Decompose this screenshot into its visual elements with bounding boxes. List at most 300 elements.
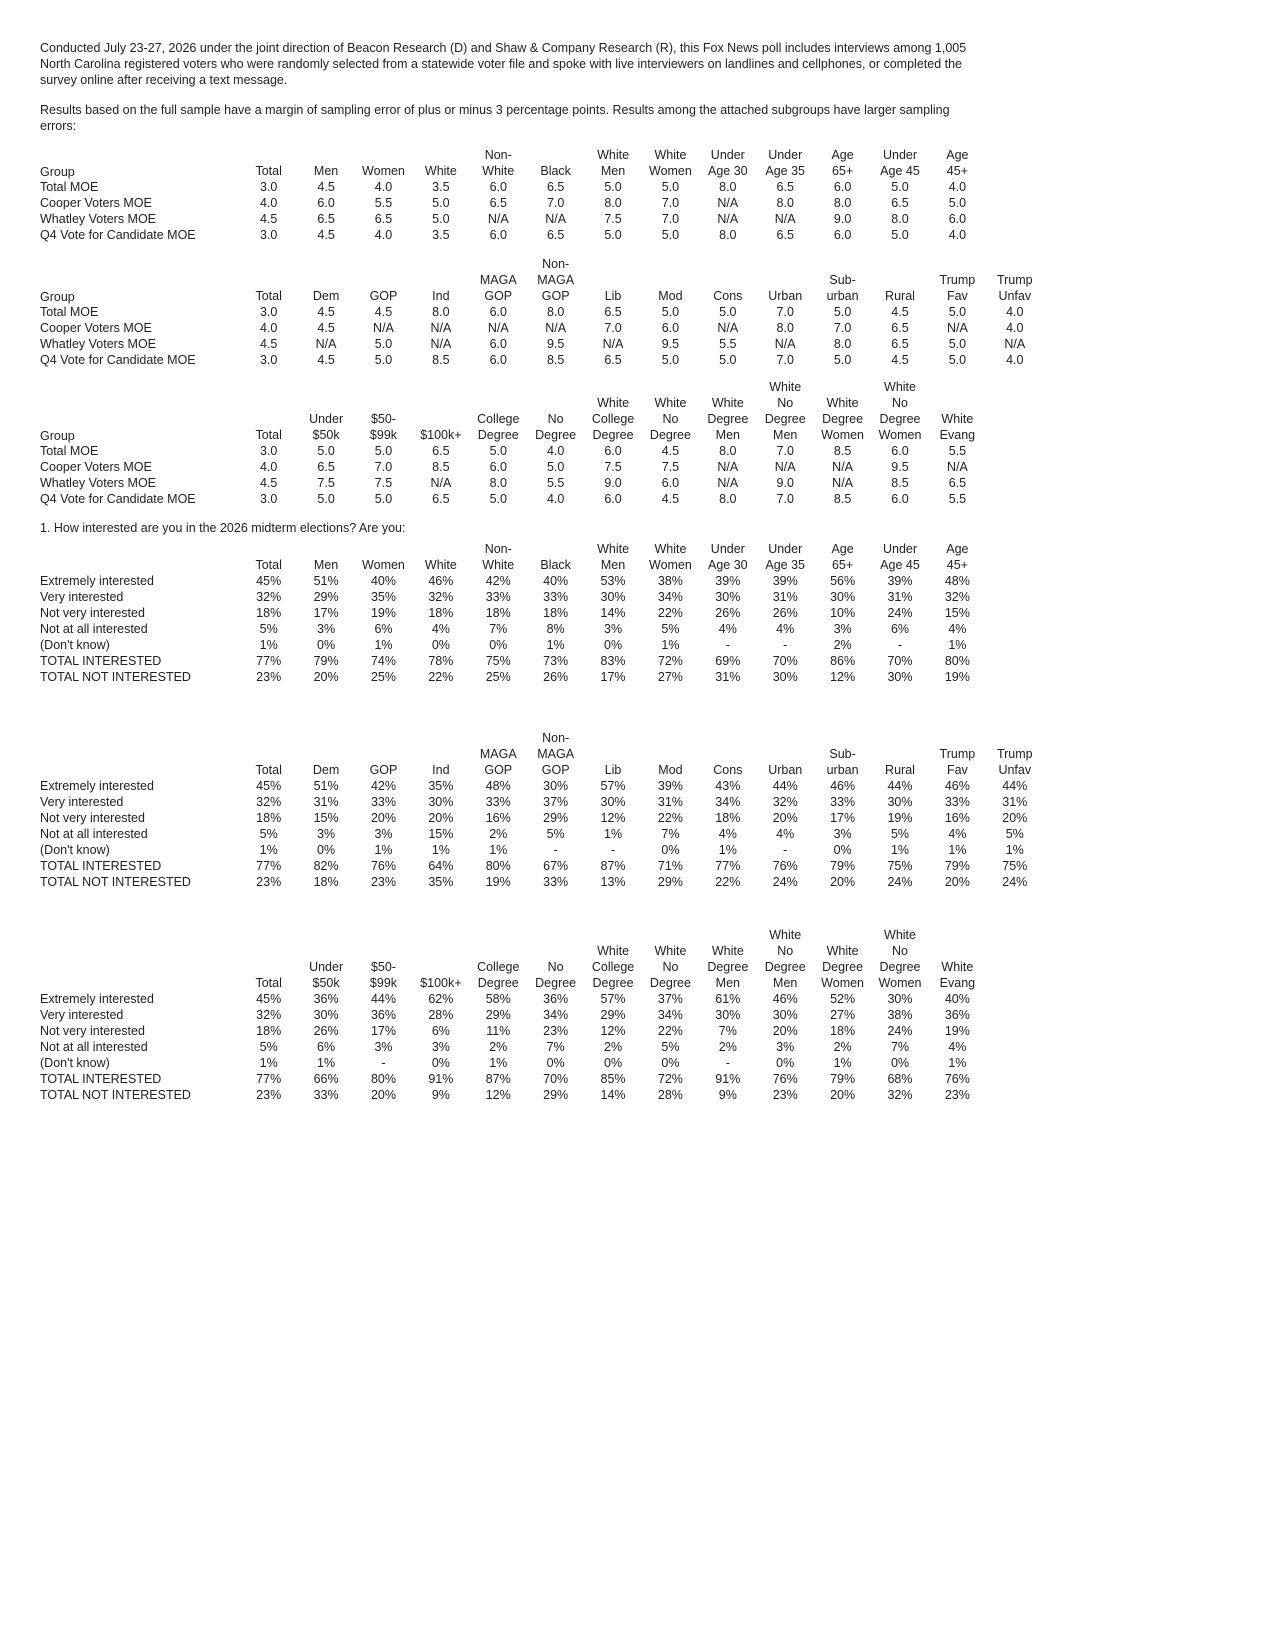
table-cell: - — [381, 1056, 386, 1070]
table-cell: 14% — [600, 606, 626, 620]
table-cell: 77% — [256, 859, 282, 873]
column-header — [699, 395, 756, 443]
column-header-line: $50- — [370, 960, 396, 974]
table-cell: 0% — [833, 843, 852, 857]
column-header-line: Degree — [477, 428, 519, 442]
column-header-line: $50k — [312, 976, 340, 990]
table-cell: N/A — [545, 321, 567, 335]
table-cell: 4.0 — [1006, 321, 1024, 335]
column-header-line: Degree — [477, 976, 519, 990]
column-header — [355, 411, 412, 443]
column-header-line: White — [941, 960, 974, 974]
column-header-line: Men — [600, 164, 626, 178]
table-cell: 76% — [370, 859, 396, 873]
row-label: Cooper Voters MOE — [40, 196, 152, 210]
column-header-line: College — [477, 412, 520, 426]
column-header-line: 45+ — [946, 164, 968, 178]
column-header-line: Total — [255, 558, 282, 572]
column-header-line: College — [591, 960, 635, 974]
table-cell: 6.0 — [489, 305, 507, 319]
column-header-line: Women — [821, 976, 865, 990]
table-cell: 4% — [948, 827, 967, 841]
column-header-line: White — [654, 148, 687, 162]
column-header-line: White — [482, 558, 515, 572]
column-header-line: Total — [255, 428, 282, 442]
column-header-line: Degree — [535, 428, 577, 442]
column-header — [871, 288, 928, 304]
table-cell: 30% — [313, 1008, 339, 1022]
margin-of-error-text: Results based on the full sample have a margin of sampling error of plus or minus 3 percentage points. Results among the attached subgroups have larger sampling errors: — [40, 103, 950, 133]
table-cell: 1% — [833, 1056, 852, 1070]
table-cell: 45% — [256, 779, 282, 793]
column-header — [814, 147, 871, 179]
table-cell: 5.0 — [317, 444, 335, 458]
table-cell: 12% — [600, 1024, 626, 1038]
table-cell: 23% — [256, 670, 282, 684]
table-cell: 5.0 — [489, 492, 507, 506]
table-cell: 6.5 — [604, 353, 622, 367]
row-label: Total MOE — [40, 444, 99, 458]
table-cell: 5.0 — [719, 305, 737, 319]
table-cell: 6% — [374, 622, 393, 636]
column-header-line: Degree — [649, 976, 691, 990]
column-header — [355, 959, 412, 991]
column-header-line: No — [662, 412, 679, 426]
column-header — [240, 975, 297, 991]
column-header — [814, 541, 871, 573]
table-cell: 32% — [887, 1088, 913, 1102]
table-cell: 6.5 — [776, 228, 794, 242]
table-cell: 72% — [657, 1072, 683, 1086]
table-cell: 6.0 — [948, 212, 967, 226]
group-header-label: Group — [40, 290, 75, 304]
table-cell: 1% — [661, 638, 680, 652]
table-cell: 1% — [489, 843, 508, 857]
table-cell: 5.0 — [661, 305, 680, 319]
table-cell: 23% — [543, 1024, 569, 1038]
table-cell: 4.0 — [374, 228, 393, 242]
table-cell: 80% — [370, 1072, 396, 1086]
column-header — [355, 557, 412, 573]
table-row — [40, 778, 1043, 794]
table-cell: 6.0 — [661, 476, 680, 490]
column-header-line: White — [482, 164, 515, 178]
table-cell: 5% — [546, 827, 565, 841]
table-cell: 5% — [1005, 827, 1024, 841]
table-cell: 91% — [715, 1072, 741, 1086]
table-cell: 15% — [944, 606, 970, 620]
table-cell: 42% — [485, 574, 511, 588]
table-cell: 15% — [313, 811, 339, 825]
table-cell: 44% — [887, 779, 913, 793]
table-cell: 5.0 — [546, 460, 565, 474]
table-cell: 15% — [428, 827, 454, 841]
table-cell: 3% — [374, 827, 393, 841]
table-cell: 20% — [428, 811, 454, 825]
column-header-line: Degree — [764, 412, 806, 426]
table-cell: 8.5 — [546, 353, 565, 367]
column-header-line: MAGA — [537, 747, 575, 761]
table-cell: 5% — [661, 622, 680, 636]
column-header-line: Mod — [658, 763, 683, 777]
table-cell: 4.5 — [317, 180, 335, 194]
table-cell: 1% — [890, 843, 910, 857]
column-header — [527, 730, 584, 778]
column-header-line: Lib — [604, 289, 622, 303]
table-cell: 4.5 — [260, 476, 278, 490]
column-header-line: urban — [826, 763, 859, 777]
table-cell: 34% — [715, 795, 741, 809]
table-cell: 3% — [833, 622, 852, 636]
column-header-line: No — [892, 396, 908, 410]
table-cell: 31% — [772, 590, 798, 604]
column-header — [240, 427, 297, 443]
table-cell: 30% — [830, 590, 856, 604]
table-cell: 1% — [374, 638, 393, 652]
q1-table-party — [40, 730, 1043, 890]
table-cell: 36% — [370, 1008, 396, 1022]
table-cell: 8.0 — [604, 196, 622, 210]
column-header — [757, 288, 814, 304]
column-header-line: Under — [309, 412, 344, 426]
table-cell: 18% — [485, 606, 511, 620]
table-cell: 5.0 — [948, 305, 967, 319]
table-cell: 1% — [259, 638, 278, 652]
column-header-line: GOP — [484, 289, 513, 303]
table-cell: 19% — [485, 875, 511, 889]
table-cell: 8.5 — [833, 492, 852, 506]
column-header-line: White — [826, 396, 859, 410]
column-header-line: Total — [255, 763, 282, 777]
table-cell: 8.0 — [833, 196, 852, 210]
column-header-line: College — [477, 960, 520, 974]
column-header — [240, 557, 297, 573]
table-cell: 18% — [830, 1024, 856, 1038]
table-cell: 52% — [830, 992, 856, 1006]
table-header — [40, 541, 986, 573]
table-cell: 6.0 — [891, 444, 909, 458]
table-cell: 80% — [944, 654, 970, 668]
table-cell: 6.5 — [489, 196, 507, 210]
table-cell: N/A — [717, 476, 739, 490]
table-cell: 6.0 — [489, 337, 507, 351]
table-cell: 5.0 — [661, 180, 680, 194]
column-header-line: White — [424, 164, 457, 178]
table-cell: 4.5 — [260, 337, 278, 351]
table-cell: 79% — [313, 654, 339, 668]
table-cell: 76% — [772, 859, 798, 873]
column-header-line: Unfav — [998, 763, 1032, 777]
column-header-line: $50k — [312, 428, 340, 442]
table-cell: 6.0 — [489, 180, 507, 194]
column-header-line: Degree — [879, 412, 921, 426]
column-header-line: GOP — [541, 289, 570, 303]
table-cell: 18% — [256, 606, 282, 620]
table-cell: 0% — [604, 638, 623, 652]
table-cell: - — [725, 638, 730, 652]
table-cell: 36% — [313, 992, 339, 1006]
table-cell: 4.0 — [260, 460, 278, 474]
table-cell: 7.0 — [776, 305, 794, 319]
column-header — [642, 147, 699, 179]
column-header-line: GOP — [484, 763, 513, 777]
table-cell: 20% — [370, 811, 396, 825]
table-cell: 7% — [546, 1040, 565, 1054]
table-cell: 30% — [887, 670, 913, 684]
table-cell: N/A — [717, 196, 739, 210]
table-cell: N/A — [832, 476, 854, 490]
table-cell: 31% — [313, 795, 339, 809]
table-row — [40, 1039, 986, 1055]
table-cell: 30% — [428, 795, 454, 809]
table-cell: 22% — [715, 875, 741, 889]
table-row — [40, 352, 1043, 368]
table-cell: 1% — [489, 1056, 508, 1070]
table-cell: 29% — [543, 1088, 569, 1102]
table-cell: 27% — [657, 670, 683, 684]
table-cell: N/A — [946, 321, 968, 335]
column-header-line: Trump — [996, 747, 1033, 761]
table-cell: 5.0 — [661, 353, 680, 367]
column-header — [929, 411, 986, 443]
column-header-line: Age 35 — [765, 164, 806, 178]
table-cell: 12% — [600, 811, 626, 825]
table-cell: 18% — [428, 606, 454, 620]
table-cell: 5.0 — [891, 180, 909, 194]
table-cell: 66% — [313, 1072, 339, 1086]
column-header-line: No — [892, 944, 908, 958]
column-header — [814, 746, 871, 778]
table-cell: 38% — [657, 574, 683, 588]
table-cell: 5.0 — [948, 353, 967, 367]
table-cell: 7.0 — [776, 444, 794, 458]
column-header — [584, 762, 641, 778]
table-cell: 0% — [604, 1056, 623, 1070]
column-header — [412, 427, 469, 443]
table-cell: 22% — [657, 606, 683, 620]
table-cell: 1% — [431, 843, 450, 857]
column-header — [297, 557, 354, 573]
column-header-line: 65+ — [831, 164, 854, 178]
table-cell: 6.5 — [948, 476, 967, 490]
column-header-line: Evang — [939, 428, 976, 442]
table-cell: 70% — [772, 654, 798, 668]
row-label: Total MOE — [40, 180, 99, 194]
column-header-line: Trump — [996, 273, 1033, 287]
table-cell: 6% — [890, 622, 910, 636]
moe-table-demographics — [40, 147, 986, 243]
column-header — [470, 541, 527, 573]
table-cell: 40% — [543, 574, 569, 588]
table-cell: 70% — [887, 654, 913, 668]
table-cell: 23% — [256, 1088, 282, 1102]
group-header-label: Group — [40, 429, 75, 443]
table-cell: 3% — [374, 1040, 393, 1054]
table-cell: 48% — [485, 779, 511, 793]
table-row — [40, 1087, 986, 1103]
table-cell: 30% — [600, 795, 626, 809]
column-header-line: White — [711, 396, 744, 410]
row-label: Cooper Voters MOE — [40, 321, 152, 335]
column-header — [871, 762, 928, 778]
row-label: (Don't know) — [40, 843, 110, 857]
table-cell: 1% — [604, 827, 623, 841]
column-header-line: Fav — [946, 289, 968, 303]
table-cell: 24% — [887, 1024, 913, 1038]
table-cell: 35% — [428, 875, 454, 889]
table-cell: 33% — [485, 590, 511, 604]
table-cell: 4.5 — [317, 305, 335, 319]
table-cell: 6.5 — [432, 492, 450, 506]
column-header-line: Non- — [542, 257, 570, 271]
table-cell: 5.0 — [374, 337, 393, 351]
table-cell: 6.5 — [546, 228, 565, 242]
table-cell: 46% — [830, 779, 856, 793]
table-cell: 4% — [776, 827, 795, 841]
column-header-line: No — [547, 960, 564, 974]
table-cell: 8.0 — [833, 337, 852, 351]
table-cell: 13% — [600, 875, 626, 889]
table-cell: 8.0 — [432, 305, 450, 319]
table-cell: 5.0 — [604, 180, 622, 194]
table-cell: 33% — [543, 590, 569, 604]
column-header — [871, 927, 928, 991]
column-header-line: No — [547, 412, 564, 426]
column-header — [871, 147, 928, 179]
table-row — [40, 1023, 986, 1039]
column-header-line: White — [597, 396, 630, 410]
table-cell: 6.5 — [604, 305, 622, 319]
table-cell: 31% — [887, 590, 913, 604]
table-cell: 6.5 — [546, 180, 565, 194]
table-cell: 8.0 — [776, 196, 794, 210]
table-cell: 76% — [772, 1072, 798, 1086]
table-cell: 75% — [887, 859, 913, 873]
table-cell: 23% — [772, 1088, 798, 1102]
table-cell: 44% — [772, 779, 798, 793]
column-header-line: MAGA — [479, 273, 517, 287]
row-label: TOTAL INTERESTED — [40, 1072, 162, 1086]
table-cell: 1% — [259, 1056, 278, 1070]
table-cell: 6.0 — [833, 180, 852, 194]
column-header — [757, 379, 814, 443]
table-cell: 28% — [657, 1088, 683, 1102]
column-header-line: Trump — [939, 273, 976, 287]
column-header-line: White — [654, 396, 687, 410]
table-cell: - — [610, 843, 616, 857]
table-cell: 7.0 — [661, 212, 680, 226]
row-label: Not at all interested — [40, 622, 148, 636]
column-header-line: Men — [715, 428, 740, 442]
table-cell: 5.0 — [432, 212, 450, 226]
table-cell: 7.5 — [661, 460, 680, 474]
table-cell: 4.5 — [661, 444, 680, 458]
column-header — [470, 411, 527, 443]
table-cell: 1% — [546, 638, 565, 652]
table-cell: 18% — [715, 811, 741, 825]
column-header — [929, 272, 986, 304]
row-label: Very interested — [40, 1008, 124, 1022]
table-cell: 9.5 — [546, 337, 565, 351]
table-header — [40, 379, 986, 443]
column-header-line: Urban — [768, 289, 803, 303]
moe-table-education — [40, 379, 986, 507]
table-cell: 29% — [313, 590, 339, 604]
column-header-line: Black — [540, 558, 571, 572]
table-cell: N/A — [545, 212, 567, 226]
table-cell: 17% — [830, 811, 856, 825]
column-header — [297, 163, 354, 179]
table-cell: 5.5 — [719, 337, 737, 351]
table-cell: 22% — [657, 811, 683, 825]
table-cell: 5.0 — [374, 444, 393, 458]
column-header-line: College — [591, 412, 635, 426]
table-cell: 5% — [259, 1040, 278, 1054]
table-cell: 9.5 — [661, 337, 680, 351]
column-header-line: Mod — [658, 289, 683, 303]
table-row — [40, 842, 1043, 858]
column-header-line: Ind — [432, 289, 450, 303]
table-cell: 7.0 — [374, 460, 393, 474]
table-cell: 30% — [772, 670, 798, 684]
table-cell: 46% — [944, 779, 970, 793]
table-cell: 18% — [256, 811, 282, 825]
column-header — [527, 557, 584, 573]
table-cell: 5.0 — [317, 492, 335, 506]
table-cell: 8.5 — [833, 444, 852, 458]
table-row — [40, 621, 986, 637]
table-cell: 8.0 — [546, 305, 565, 319]
table-cell: 2% — [718, 1040, 737, 1054]
column-header-line: Women — [878, 428, 922, 442]
column-header — [584, 943, 641, 991]
column-header — [412, 288, 469, 304]
table-cell: 0% — [661, 843, 680, 857]
table-cell: 32% — [944, 590, 970, 604]
table-cell: 5.0 — [833, 305, 852, 319]
table-cell: 4.0 — [546, 444, 565, 458]
table-cell: 4.0 — [260, 196, 278, 210]
table-cell: 4.0 — [374, 180, 393, 194]
column-header-line: Degree — [764, 960, 806, 974]
column-header-line: Fav — [946, 763, 968, 777]
table-row — [40, 653, 986, 669]
table-row — [40, 1055, 986, 1071]
column-header — [584, 288, 641, 304]
table-cell: 6.0 — [489, 460, 507, 474]
table-cell: 7.5 — [374, 476, 393, 490]
table-cell: 6.5 — [432, 444, 450, 458]
table-cell: 77% — [256, 1072, 282, 1086]
row-label: Cooper Voters MOE — [40, 460, 152, 474]
table-cell: 10% — [830, 606, 856, 620]
row-label: Whatley Voters MOE — [40, 212, 157, 226]
column-header — [297, 288, 354, 304]
table-cell: 46% — [772, 992, 798, 1006]
table-cell: 40% — [944, 992, 970, 1006]
column-header-line: Non- — [484, 148, 512, 162]
table-cell: 2% — [833, 1040, 852, 1054]
table-cell: 12% — [830, 670, 856, 684]
table-cell: 3.0 — [260, 180, 278, 194]
column-header-line: Men — [600, 558, 626, 572]
column-header — [527, 256, 584, 304]
table-cell: 4% — [431, 622, 450, 636]
table-cell: 4% — [948, 622, 967, 636]
table-cell: N/A — [602, 337, 624, 351]
column-header-line: 65+ — [831, 558, 854, 572]
table-cell: 20% — [370, 1088, 396, 1102]
